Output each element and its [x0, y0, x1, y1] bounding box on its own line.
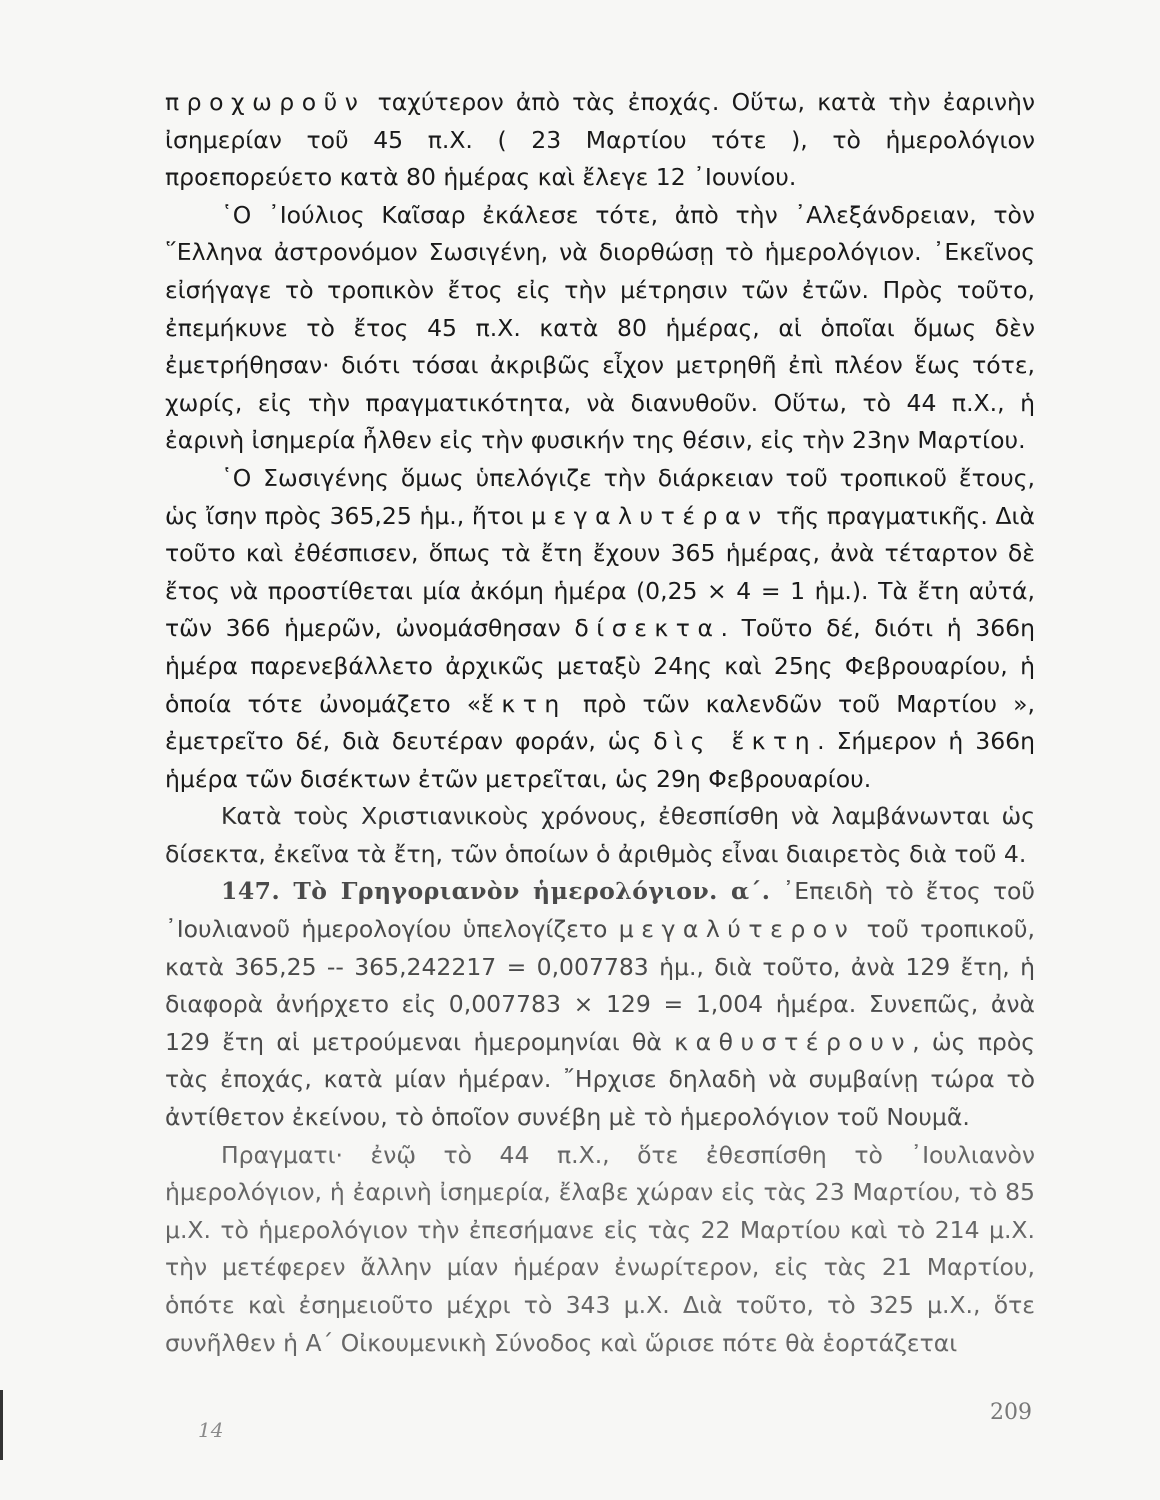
spaced-word: μεγαλυτέραν — [530, 501, 769, 530]
section-heading: 147. Τὸ Γρηγοριανὸν ἡμερολόγιον. α΄. — [221, 877, 771, 906]
binding-edge — [0, 1390, 3, 1460]
spaced-word: δὶς ἕκτη — [653, 727, 818, 756]
paragraph-3: ῾Ο Σωσιγένης ὅμως ὑπελόγιζε τὴν διάρκειαν τοῦ τροπικοῦ ἔτους, ὡς ἴσην πρὸς 365,25 ἡμ., ἤτοι μεγαλυτέραν τῆς πραγματικῆς. Διὰ τοῦτο καὶ ἐθέσπισεν, ὅπως τὰ ἔτη ἔχουν 365 ἡμέρας, ἀνὰ τέταρτον δὲ ἔτος νὰ προστίθεται μία ἀκόμη ἡμέρα (0,25 × 4 = 1 ἡμ.). Τὰ ἔτη αὐτά, τῶν 366 ἡμερῶν, ὠνομάσθησαν δίσεκτα. Τοῦτο δέ, διότι ἡ 366η ἡμέρα παρενεβάλλετο ἀρχικῶς μεταξὺ 24ης καὶ 25ης Φεβρουαρίου, ἡ ὁποία τότε ὠνομάζετο «ἕκτη πρὸ τῶν καλενδῶν τοῦ Μαρτίου », ἐμετρεῖτο δέ, διὰ δευτέραν φοράν, ὡς δὶς ἕκτη. Σήμερον ἡ 366η ἡμέρα τῶν δισέκτων ἐτῶν μετρεῖται, ὡς 29η Φεβρουαρίου. — [165, 463, 1036, 793]
paragraph-4: Κατὰ τοὺς Χριστιανικοὺς χρόνους, ἐθεσπίσθη νὰ λαμβάνωνται ὡς δίσεκτα, ἐκεῖνα τὰ ἔτη, τῶν ὁποίων ὁ ἀριθμὸς εἶναι διαιρετὸς διὰ τοῦ 4. — [165, 802, 1035, 868]
body-text — [165, 84, 1035, 1362]
signature-mark: 14 — [198, 1418, 224, 1442]
spaced-word: καθυστέρουν — [674, 1027, 913, 1056]
paragraph-2: ῾Ο ᾿Ιούλιος Καῖσαρ ἐκάλεσε τότε, ἀπὸ τὴν ᾿Αλεξάνδρειαν, τὸν ῞Ελληνα ἀστρονόμον Σωσιγένη, νὰ διορθώσῃ τὸ ἡμερολόγιον. ᾿Εκεῖνος εἰσήγαγε τὸ τροπικὸν ἔτος εἰς τὴν μέτρησιν τῶν ἐτῶν. Πρὸς τοῦτο, ἐπεμήκυνε τὸ ἔτος 45 π.Χ. κατὰ 80 ἡμέρας, αἱ ὁποῖαι ὅμως δὲν ἐμετρήθησαν· διότι τόσαι ἀκριβῶς εἶχον μετρηθῆ ἐπὶ πλέον ἕως τότε, χωρίς, εἰς τὴν πραγματικότητα, νὰ διανυθοῦν. Οὕτω, τὸ 44 π.Χ., ἡ ἐαρινὴ ἰσημερία ἦλθεν εἰς τὴν φυσικήν της θέσιν, εἰς τὴν 23ην Μαρτίου. — [165, 200, 1035, 455]
spaced-word: μεγαλύτερον — [618, 915, 856, 944]
spaced-word: δίσεκτα — [574, 614, 721, 643]
paragraph-5: 147. Τὸ Γρηγοριανὸν ἡμερολόγιον. α΄. ᾿Επειδὴ τὸ ἔτος τοῦ ᾿Ιουλιανοῦ ἡμερολογίου ὑπελογίζετο μεγαλύτερον τοῦ τροπικοῦ, κατὰ 365,25 -- 365,242217 = 0,007783 ἡμ., διὰ τοῦτο, ἀνὰ 129 ἔτη, ἡ διαφορὰ ἀνήρχετο εἰς 0,007783 × 129 = 1,004 ἡμέρα. Συνεπῶς, ἀνὰ 129 ἔτη αἱ μετρούμεναι ἡμερομηνίαι θὰ καθυστέρουν, ὡς πρὸς τὰς ἐποχάς, κατὰ μίαν ἡμέραν. ῎Ηρχισε δηλαδὴ νὰ συμβαίνῃ τώρα τὸ ἀντίθετον ἐκείνου, τὸ ὁποῖον συνέβη μὲ τὸ ἡμερολόγιον τοῦ Νουμᾶ. — [165, 877, 1035, 1132]
page-number: 209 — [990, 1400, 1032, 1425]
paragraph-6: Πραγματι· ἐνῷ τὸ 44 π.Χ., ὅτε ἐθεσπίσθη τὸ ᾿Ιουλιανὸν ἡμερολόγιον, ἡ ἐαρινὴ ἰσημερία, ἔλαβε χώραν εἰς τὰς 23 Μαρτίου, τὸ 85 μ.Χ. τὸ ἡμερολόγιον τὴν ἐπεσήμανε εἰς τὰς 22 Μαρτίου καὶ τὸ 214 μ.Χ. τὴν μετέφερεν ἄλλην μίαν ἡμέραν ἐνωρίτερον, εἰς τὰς 21 Μαρτίου, ὁπότε καὶ ἐσημειοῦτο μέχρι τὸ 343 μ.Χ. Διὰ τοῦτο, τὸ 325 μ.Χ., ὅτε συνῆλθεν ἡ Α΄ Οἰκουμενικὴ Σύνοδος καὶ ὥρισε πότε θὰ ἑορτάζεται — [165, 1140, 1035, 1357]
spaced-word: ἕκτη — [481, 689, 567, 718]
paragraph-1: προχωροῦν ταχύτερον ἀπὸ τὰς ἐποχάς. Οὕτω, κατὰ τὴν ἐαρινὴν ἰσημερίαν τοῦ 45 π.Χ. ( 23 Μαρτίου τότε ), τὸ ἡμερολόγιον προεπορεύετο κατὰ 80 ἡμέρας καὶ ἔλεγε 12 ᾿Ιουνίου. — [165, 88, 1035, 192]
spaced-word: προχωροῦν — [165, 88, 366, 116]
